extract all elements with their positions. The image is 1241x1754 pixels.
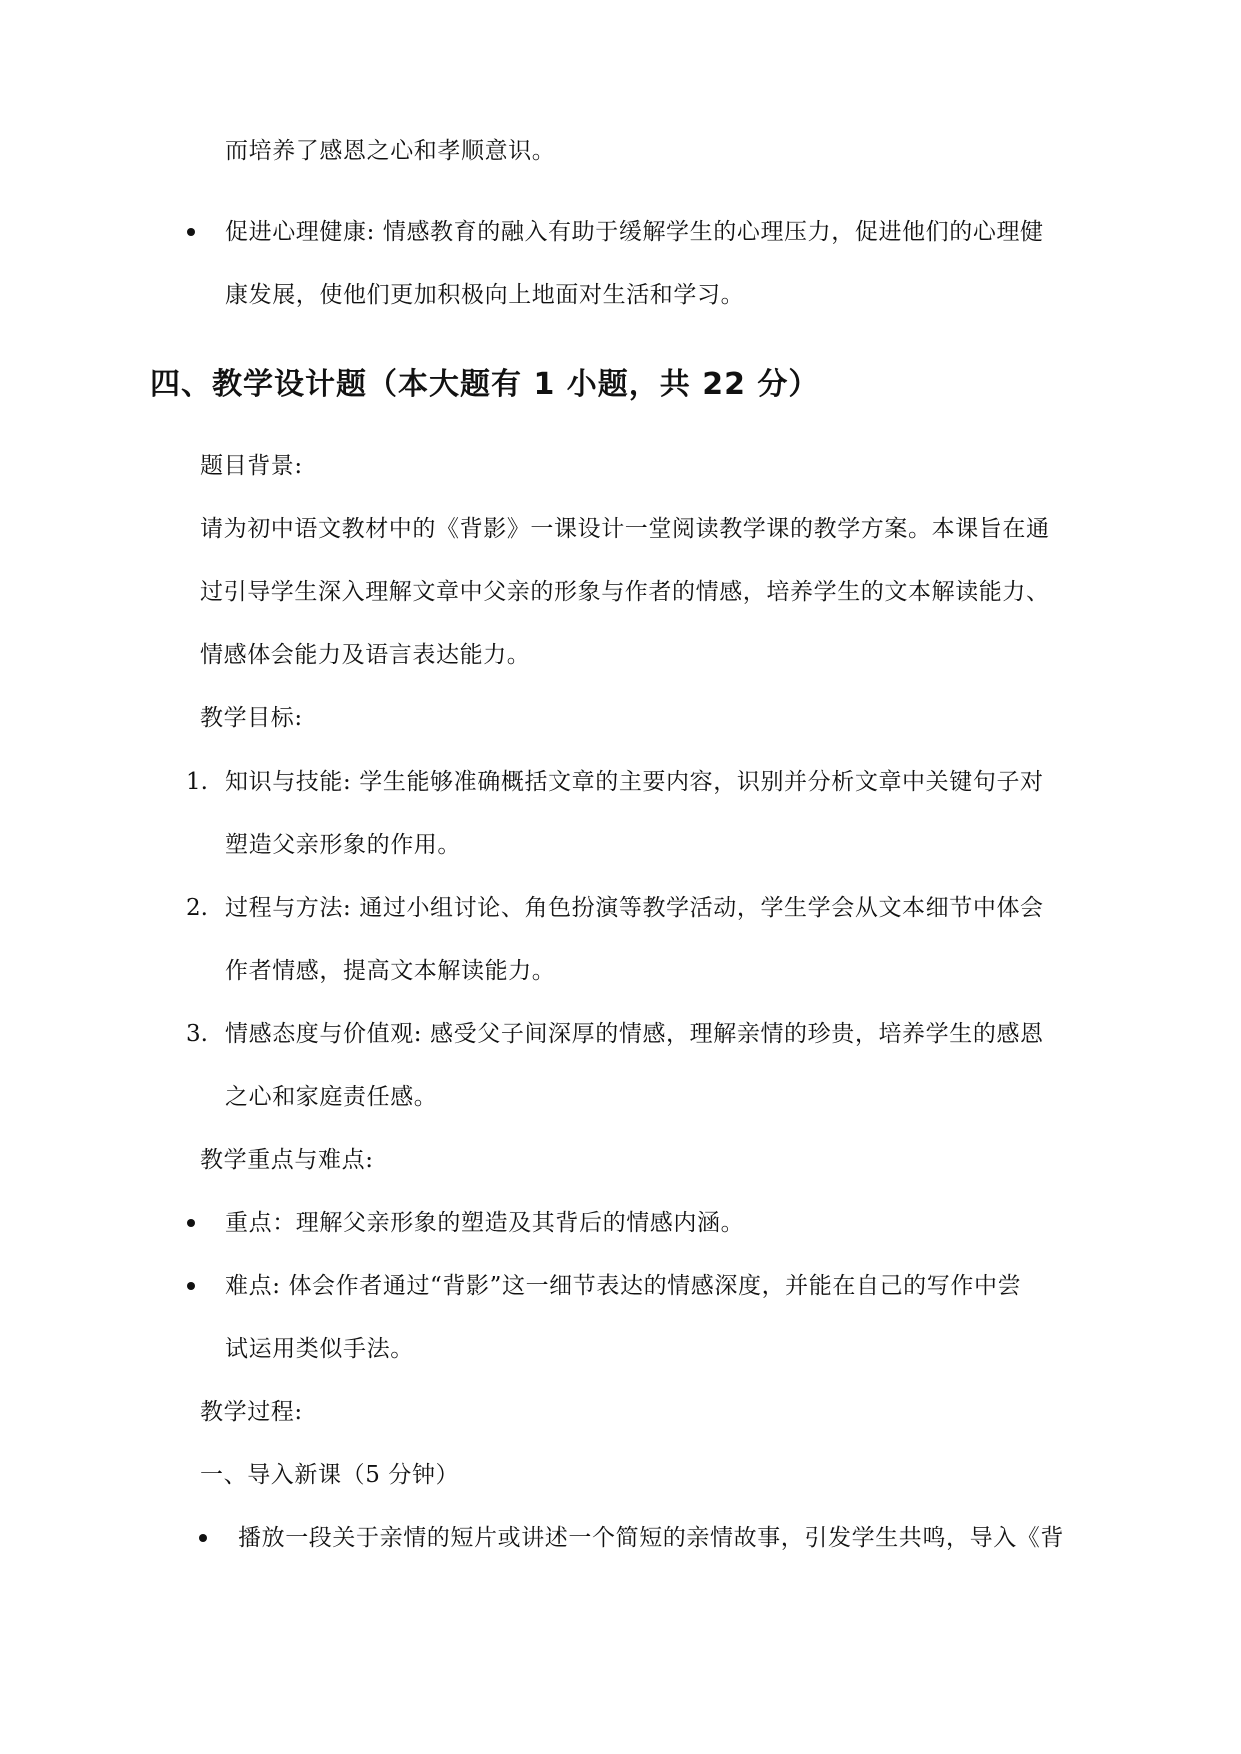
intro-continuation-text: 而培养了感恩之心和孝顺意识。	[225, 138, 556, 164]
difficulty-line1: 难点: 体会作者通过“背影”这一细节表达的情感深度，并能在自己的写作中尝	[225, 1273, 1022, 1299]
bullet-icon	[187, 228, 195, 236]
objective-number: 2.	[186, 895, 208, 921]
objective-3-line1: 情感态度与价值观: 感受父子间深厚的情感，理解亲情的珍贵，培养学生的感恩	[225, 1021, 1044, 1047]
objective-1-line1: 知识与技能: 学生能够准确概括文章的主要内容，识别并分析文章中关键句子对	[225, 769, 1044, 795]
mental-health-line1: 促进心理健康: 情感教育的融入有助于缓解学生的心理压力，促进他们的心理健	[225, 219, 1044, 245]
bullet-icon	[187, 1219, 195, 1227]
section-heading: 四、教学设计题（本大题有 1 小题，共 22 分）	[150, 367, 820, 402]
objective-3-line2: 之心和家庭责任感。	[225, 1084, 438, 1110]
objective-number: 3.	[186, 1021, 208, 1047]
objective-1-line2: 塑造父亲形象的作用。	[225, 832, 461, 858]
step1-bullet-text: 播放一段关于亲情的短片或讲述一个简短的亲情故事，引发学生共鸣，导入《背	[238, 1525, 1064, 1551]
focus-text: 重点：理解父亲形象的塑造及其背后的情感内涵。	[225, 1210, 745, 1236]
mental-health-line2: 康发展，使他们更加积极向上地面对生活和学习。	[225, 282, 745, 308]
background-line2: 过引导学生深入理解文章中父亲的形象与作者的情感，培养学生的文本解读能力、	[200, 579, 1050, 605]
objective-2-line2: 作者情感，提高文本解读能力。	[225, 958, 556, 984]
objectives-label: 教学目标:	[200, 705, 303, 731]
bullet-icon	[199, 1534, 207, 1542]
key-points-label: 教学重点与难点:	[200, 1147, 374, 1173]
background-line1: 请为初中语文教材中的《背影》一课设计一堂阅读教学课的教学方案。本课旨在通	[200, 516, 1050, 542]
process-label: 教学过程:	[200, 1399, 303, 1425]
objective-number: 1.	[186, 769, 208, 795]
difficulty-line2: 试运用类似手法。	[225, 1336, 414, 1362]
step1-title: 一、导入新课（5 分钟）	[200, 1462, 460, 1488]
background-label: 题目背景:	[200, 453, 303, 479]
bullet-icon	[187, 1282, 195, 1290]
background-line3: 情感体会能力及语言表达能力。	[200, 642, 531, 668]
objective-2-line1: 过程与方法: 通过小组讨论、角色扮演等教学活动，学生学会从文本细节中体会	[225, 895, 1044, 921]
